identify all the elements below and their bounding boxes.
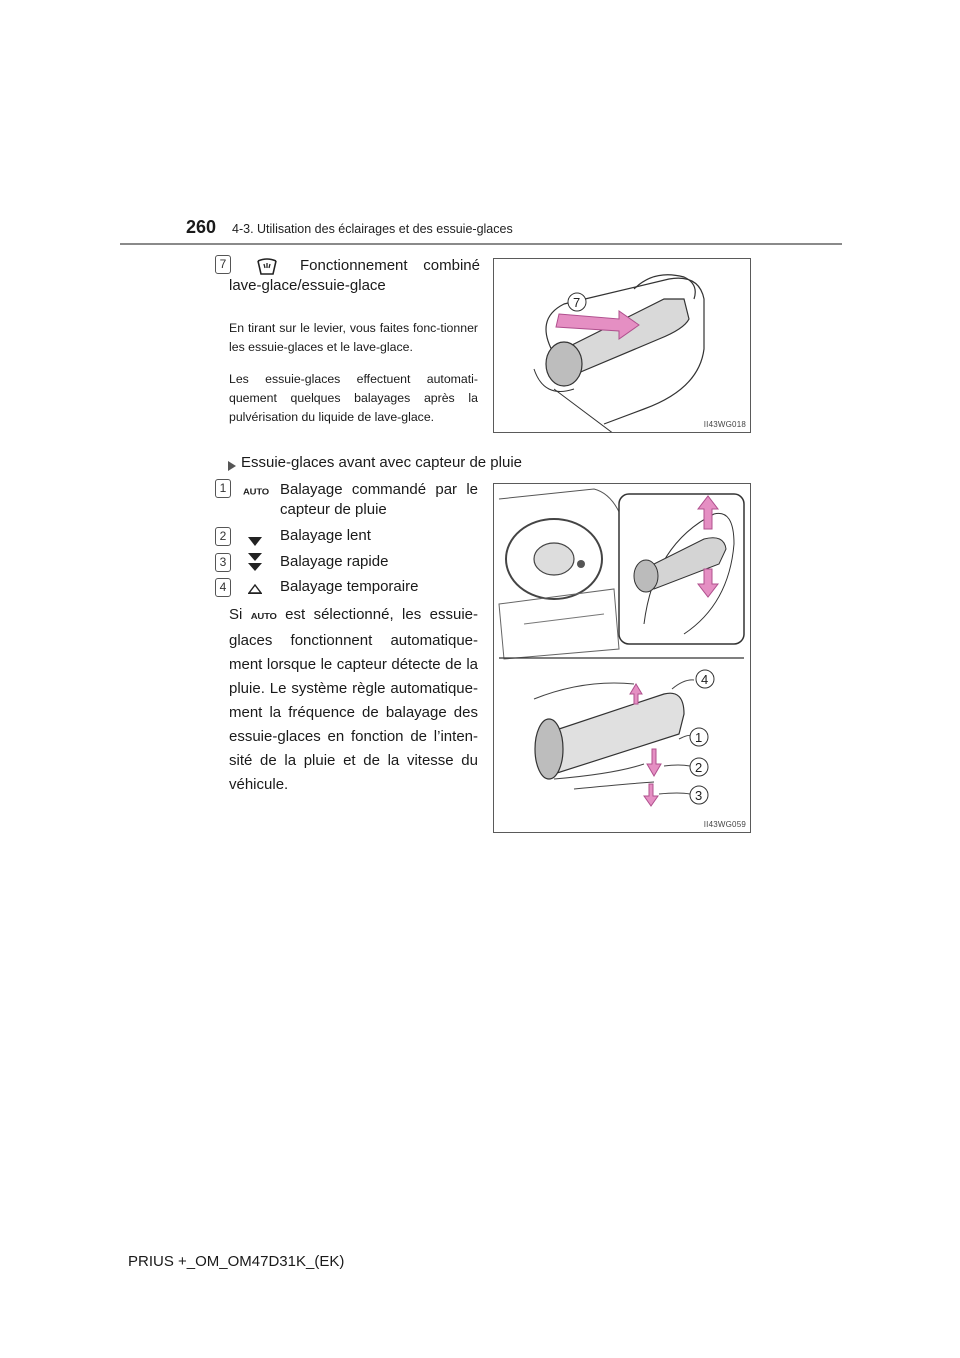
figure-callout-2: 2 [695,760,703,775]
figure-callout-3: 3 [695,788,703,803]
list-item [215,578,231,597]
item4-label: Balayage temporaire [280,578,419,595]
figure-callout-1: 1 [695,730,703,745]
item-marker-4: 4 [215,578,231,597]
auto-label: AUTO [243,487,269,498]
figure-rain-sensor-illustration [494,484,750,832]
item-marker-7: 7 [215,255,231,274]
auto-icon [243,482,269,500]
figure-callout-7: 7 [573,295,581,310]
item7-title-line1: Fonctionnement combiné [300,257,480,274]
figure-code: II43WG018 [703,420,746,429]
figure-washer-lever-illustration [494,259,750,432]
auto-icon-inline: AUTO [250,611,277,622]
bullet-triangle-icon [228,458,236,476]
item-marker-1: 1 [215,479,231,498]
item7-title-line2: lave-glace/essuie-glace [229,277,386,294]
para-prefix: Si [229,606,243,623]
item3-label: Balayage rapide [280,553,389,570]
item1-label-line1: Balayage commandé par le [280,481,478,498]
figure-code: II43WG059 [703,820,746,829]
para-suffix: est sélectionné, les essuie-glaces fonctionnent automatique-ment lorsque le capteur détecte de la pluie. Le système règle automatique-ment la fréquence de balayage des essuie-glaces en fonction de l’inten-sité de la pluie et de la vitesse du véhicule. [229,606,478,793]
item7-para2: Les essuie-glaces effectuent automati-quement quelques balayages après la pulvérisation du liquide de lave-glace. [229,372,478,424]
list-item [215,553,231,572]
figure-callout-4: 4 [701,672,709,687]
item1-label-line2: capteur de pluie [280,501,387,518]
item-marker-2: 2 [215,527,231,546]
single-triangle-down-icon [248,533,262,551]
item2-label: Balayage lent [280,527,371,544]
item7-para1: En tirant sur le levier, vous faites fonc-tionner les essuie-glaces et le lave-glace. [229,321,478,354]
header-rule [120,243,842,245]
list-item [215,527,231,546]
footer-document-id: PRIUS +_OM_OM47D31K_(EK) [128,1253,345,1270]
page-number: 260 [186,217,217,237]
item-marker-3: 3 [215,553,231,572]
rain-sensor-paragraph [229,603,478,797]
rain-sensor-heading: Essuie-glaces avant avec capteur de pluie [241,454,523,471]
figure-rain-sensor-lever [493,483,751,833]
list-item [215,479,231,498]
double-triangle-down-icon [248,553,262,576]
triangle-up-outline-icon [248,581,262,599]
item-marker [215,255,231,274]
section-title: 4-3. Utilisation des éclairages et des essuie-glaces [232,222,513,236]
figure-washer-lever [493,258,751,433]
